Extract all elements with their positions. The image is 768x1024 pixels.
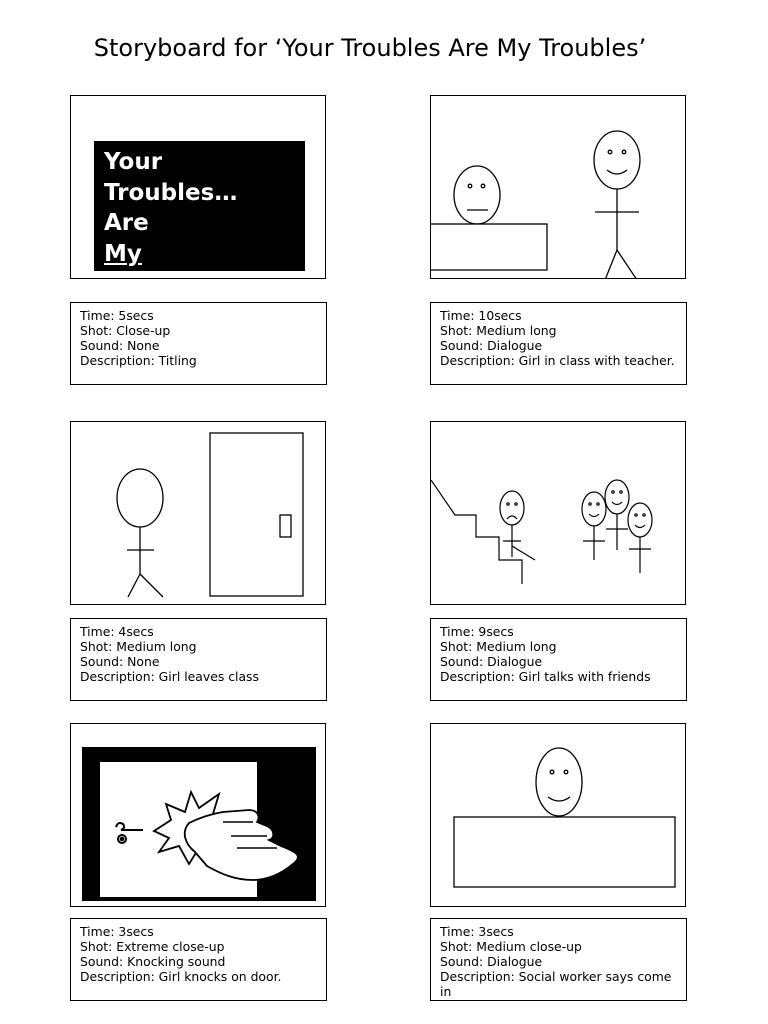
friend-head-1 <box>582 492 606 526</box>
shot-type: Shot: Medium long <box>440 639 557 654</box>
social-worker-sketch <box>431 724 686 907</box>
classroom-desk <box>431 224 547 270</box>
classroom-sketch <box>431 96 686 279</box>
title-card-line-1: Your <box>104 149 163 175</box>
friends-sketch <box>431 422 686 605</box>
shot-notes-3 <box>70 618 327 701</box>
title-card-line-3: Are <box>104 210 149 236</box>
girl-leg <box>512 546 535 560</box>
staircase <box>431 480 522 584</box>
shot-sound: Sound: None <box>80 338 160 353</box>
shot-description: Description: Girl knocks on door. <box>80 969 282 984</box>
girl-head <box>500 491 524 525</box>
page-title: Storyboard for ‘Your Troubles Are My Troubles’ <box>93 34 647 62</box>
shot-time: Time: 4secs <box>80 624 154 639</box>
storyboard-frame-6 <box>430 723 686 907</box>
shot-time: Time: 10secs <box>440 308 522 323</box>
title-card-line-2: Troubles… <box>104 179 238 206</box>
shot-time: Time: 9secs <box>440 624 514 639</box>
friend-head-3 <box>628 503 652 537</box>
shot-type: Shot: Close-up <box>80 323 171 338</box>
teacher-eye-right <box>622 150 626 154</box>
shot-type: Shot: Extreme close-up <box>80 939 225 954</box>
shot-type: Shot: Medium long <box>80 639 197 654</box>
shot-notes-5 <box>70 918 327 1001</box>
storyboard-frame-3 <box>70 421 326 605</box>
shot-description: Description: Girl in class with teacher. <box>440 353 675 368</box>
knocking-sketch <box>71 724 326 907</box>
teacher-head <box>594 131 640 189</box>
shot-description: Description: Titling <box>80 353 197 368</box>
storyboard-frame-4 <box>430 421 686 605</box>
shot-sound: Sound: Knocking sound <box>80 954 226 969</box>
page-title-container <box>90 34 650 86</box>
girl-eye-left <box>468 184 472 188</box>
shot-sound: Sound: Dialogue <box>440 954 543 969</box>
shot-notes-2 <box>430 302 687 385</box>
shot-type: Shot: Medium long <box>440 323 557 338</box>
girl-leg-right <box>140 574 163 597</box>
storyboard-frame-5 <box>70 723 326 907</box>
shot-sound: Sound: Dialogue <box>440 654 543 669</box>
shot-notes-4 <box>430 618 687 701</box>
storyboard-frame-1 <box>70 95 326 279</box>
teacher-eye-left <box>608 150 612 154</box>
girl-head <box>454 166 500 224</box>
shot-time: Time: 3secs <box>440 924 514 939</box>
shot-description: Description: Social worker says come in <box>440 969 672 999</box>
girl-eye-right <box>481 184 485 188</box>
girl-leg-left <box>128 574 140 597</box>
office-desk <box>454 817 675 887</box>
girl-sad-mouth <box>507 516 517 519</box>
social-worker-head <box>536 748 582 816</box>
shot-sound: Sound: None <box>80 654 160 669</box>
leaving-class-sketch <box>71 422 326 605</box>
shot-type: Shot: Medium close-up <box>440 939 582 954</box>
friend-head-2 <box>605 480 629 514</box>
teacher-leg-left <box>605 250 617 279</box>
shot-notes-6 <box>430 918 687 1001</box>
shot-sound: Sound: Dialogue <box>440 338 543 353</box>
title-card-line-4: My <box>104 240 142 267</box>
teacher-leg-right <box>617 250 637 279</box>
teacher-smile <box>607 170 627 174</box>
shot-time: Time: 5secs <box>80 308 154 323</box>
girl-head <box>117 469 163 527</box>
shot-description: Description: Girl talks with friends <box>440 669 651 684</box>
shot-description: Description: Girl leaves class <box>80 669 259 684</box>
title-card <box>94 141 305 271</box>
storyboard-frame-2 <box>430 95 686 279</box>
door-handle <box>280 515 291 537</box>
social-worker-smile <box>548 797 570 801</box>
shot-time: Time: 3secs <box>80 924 154 939</box>
shot-notes-1 <box>70 302 327 385</box>
